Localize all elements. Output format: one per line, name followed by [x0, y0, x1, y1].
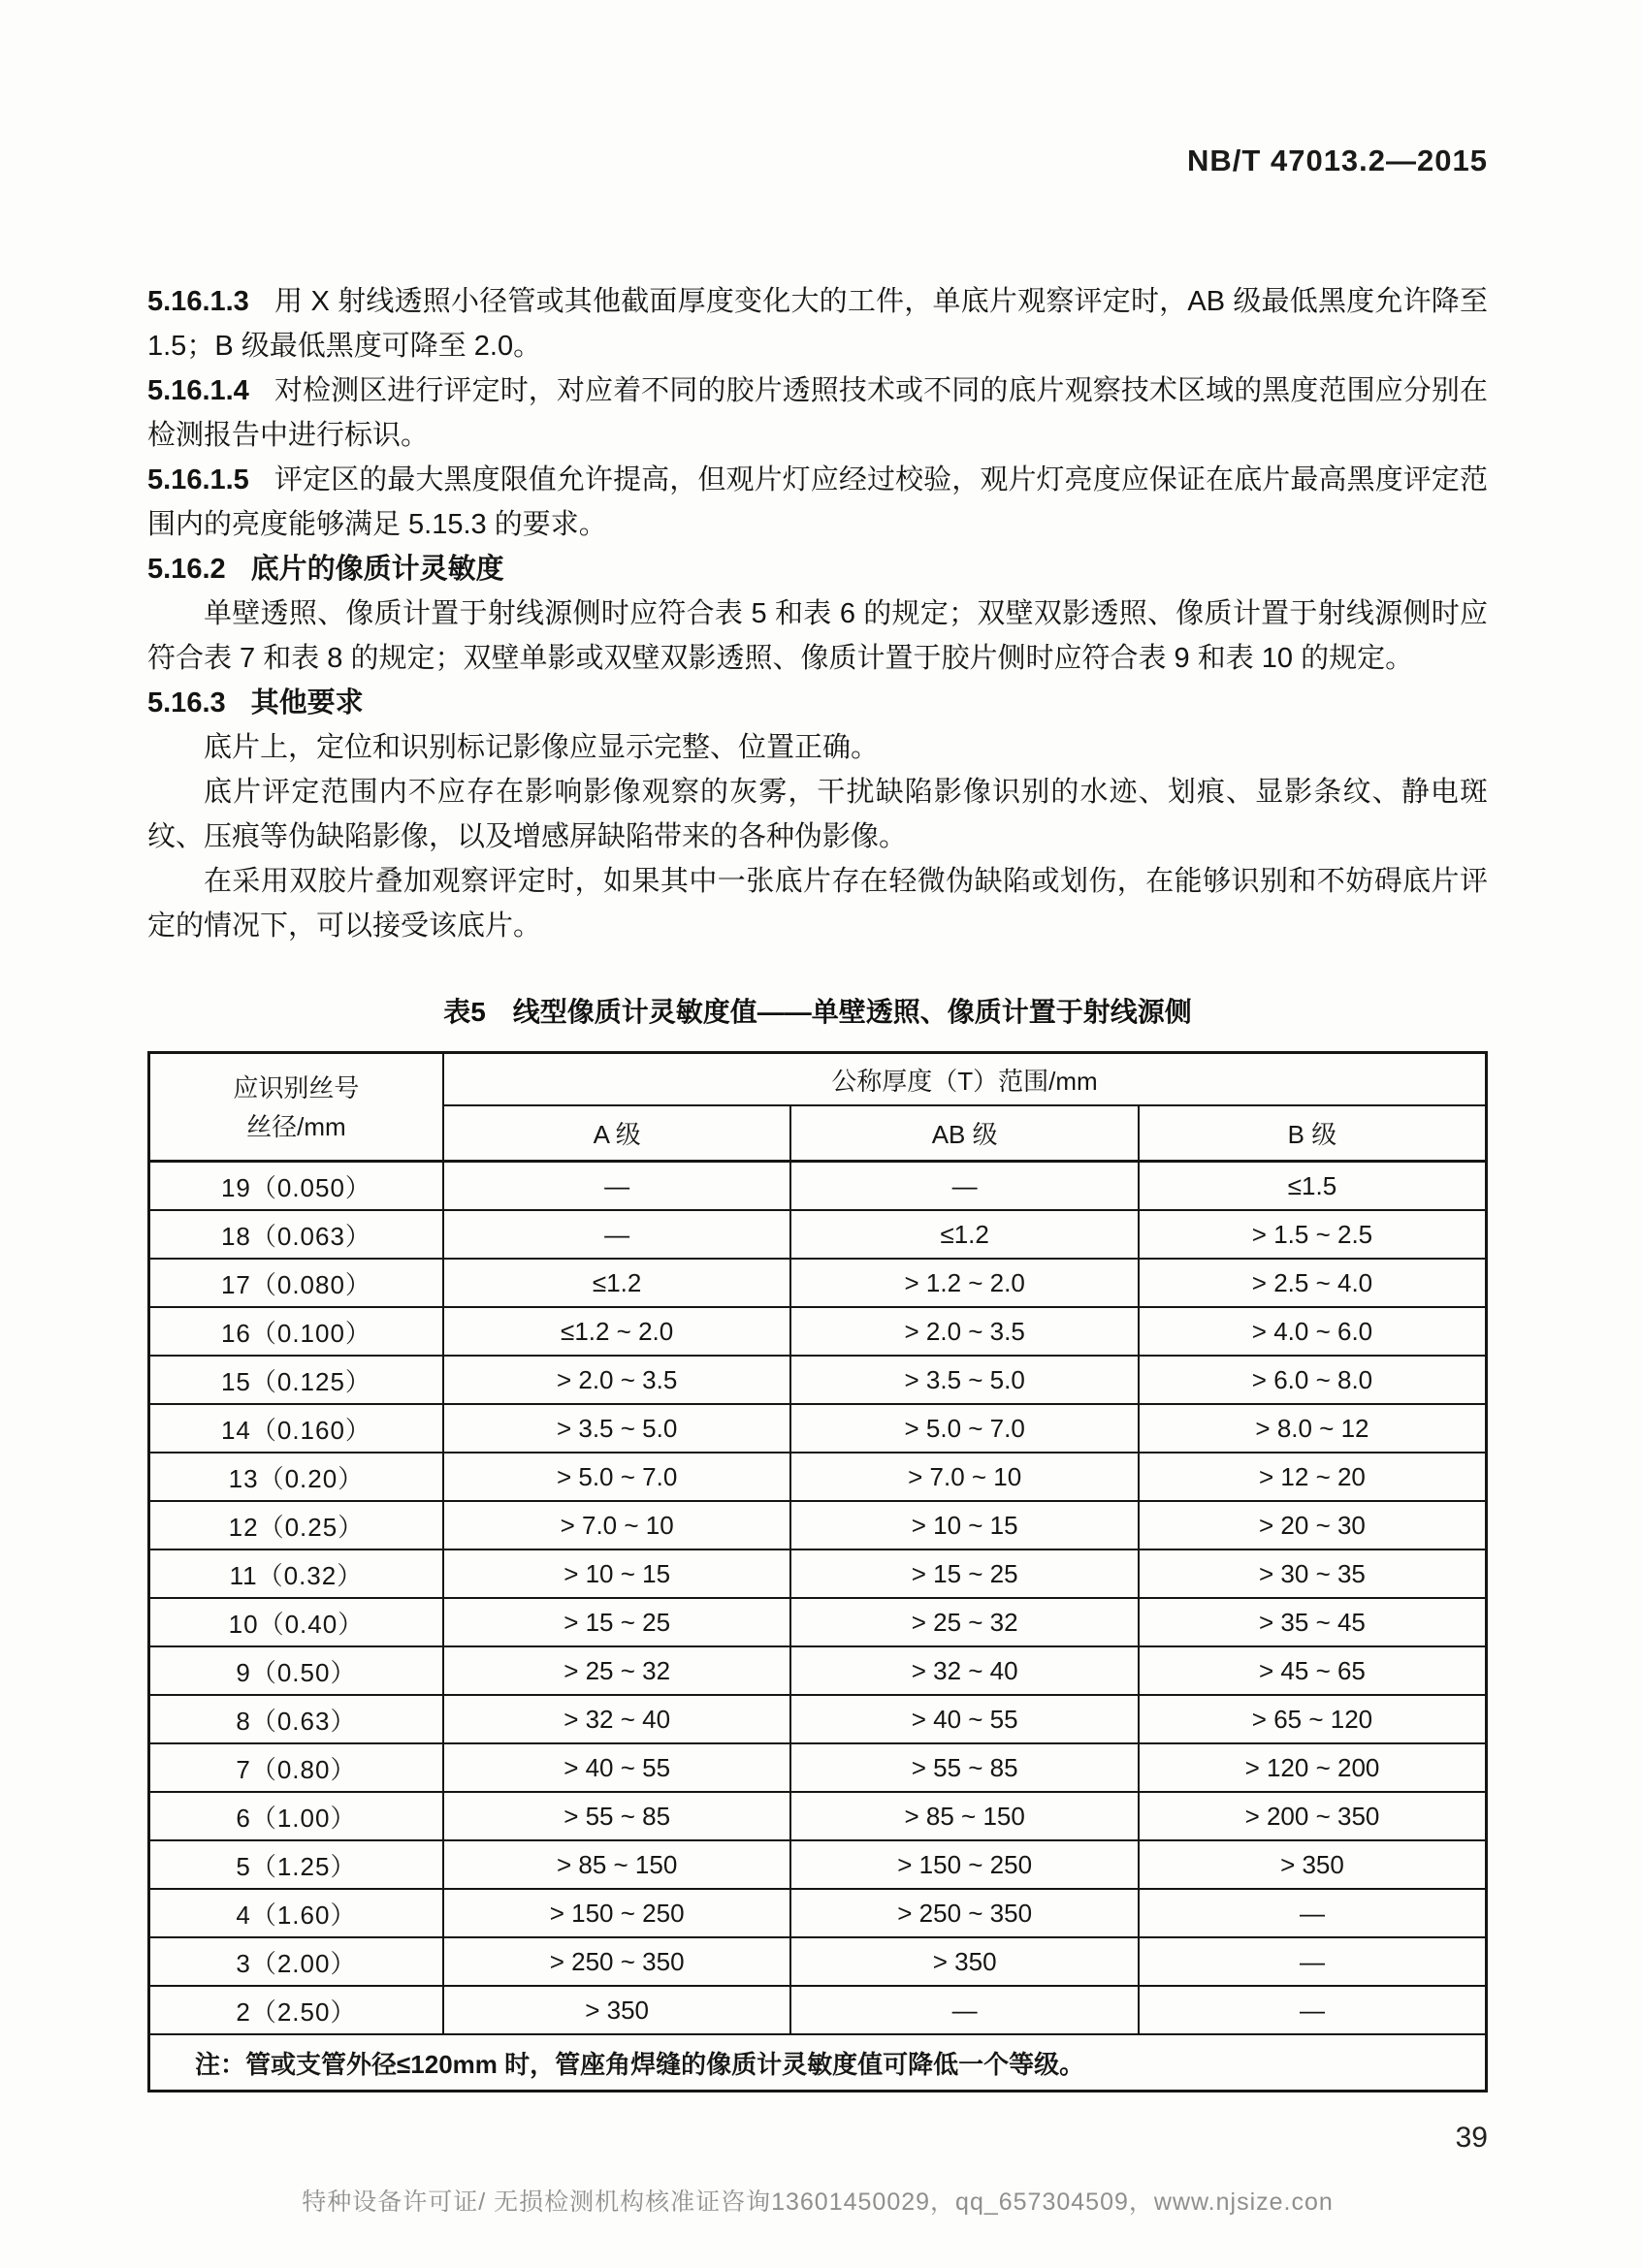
- header-nominal-thickness: 公称厚度（T）范围/mm: [443, 1053, 1487, 1106]
- clause-paragraph-5.16.3: [147, 681, 1488, 725]
- thickness-range-cell: > 55 ~ 85: [443, 1792, 791, 1840]
- thickness-range-cell: > 12 ~ 20: [1139, 1453, 1487, 1501]
- wire-number-cell: 14（0.160）: [149, 1404, 443, 1453]
- thickness-range-cell: —: [790, 1986, 1139, 2034]
- thickness-range-cell: > 150 ~ 250: [443, 1889, 791, 1937]
- thickness-range-cell: > 2.5 ~ 4.0: [1139, 1259, 1487, 1307]
- table-row: [149, 1259, 1487, 1307]
- thickness-range-cell: > 4.0 ~ 6.0: [1139, 1307, 1487, 1356]
- thickness-range-cell: > 1.2 ~ 2.0: [790, 1259, 1139, 1307]
- iqi-sensitivity-table: [147, 1051, 1488, 2092]
- clause-number: 5.16.1.3: [147, 286, 249, 317]
- thickness-range-cell: > 25 ~ 32: [790, 1598, 1139, 1646]
- page-number: 39: [1455, 2122, 1488, 2154]
- table-row: [149, 1549, 1487, 1598]
- table-row: [149, 1646, 1487, 1695]
- table-row: [149, 1453, 1487, 1501]
- thickness-range-cell: > 45 ~ 65: [1139, 1646, 1487, 1695]
- thickness-range-cell: > 2.0 ~ 3.5: [443, 1356, 791, 1404]
- wire-number-cell: 3（2.00）: [149, 1937, 443, 1986]
- paragraph-text: 评定区的最大黑度限值允许提高，但观片灯应经过校验，观片灯亮度应保证在底片最高黑度评定范围内的亮度能够满足 5.15.3 的要求。: [147, 464, 1488, 540]
- header-grade-b: B 级: [1139, 1105, 1487, 1162]
- wire-number-cell: 8（0.63）: [149, 1695, 443, 1743]
- thickness-range-cell: > 200 ~ 350: [1139, 1792, 1487, 1840]
- doc-number-header: NB/T 47013.2—2015: [1187, 144, 1488, 177]
- paragraph-text: 底片上，定位和识别标记影像应显示完整、位置正确。: [204, 732, 880, 763]
- paragraph-text: 在采用双胶片叠加观察评定时，如果其中一张底片存在轻微伪缺陷或划伤，在能够识别和不妨碍底片评定的情况下，可以接受该底片。: [147, 866, 1488, 942]
- table-row: [149, 1986, 1487, 2034]
- table-row: [149, 1792, 1487, 1840]
- wire-number-cell: 10（0.40）: [149, 1598, 443, 1646]
- wire-number-cell: 18（0.063）: [149, 1210, 443, 1259]
- thickness-range-cell: —: [443, 1210, 791, 1259]
- thickness-range-cell: > 15 ~ 25: [790, 1549, 1139, 1598]
- paragraph-text: 对检测区进行评定时，对应着不同的胶片透照技术或不同的底片观察技术区域的黑度范围应分别在检测报告中进行标识。: [147, 375, 1488, 451]
- thickness-range-cell: —: [790, 1162, 1139, 1211]
- clause-paragraph-5.16.1.4: [147, 368, 1488, 458]
- footer-watermark: 特种设备许可证/ 无损检测机构核准证咨询13601450029，qq_657304509，www.njsize.con: [302, 2188, 1334, 2216]
- clause-number: 5.16.3: [147, 687, 226, 719]
- thickness-range-cell: > 350: [1139, 1840, 1487, 1889]
- table-title: 表5 线型像质计灵敏度值——单壁透照、像质计置于射线源侧: [443, 997, 1192, 1027]
- thickness-range-cell: > 35 ~ 45: [1139, 1598, 1487, 1646]
- wire-number-cell: 6（1.00）: [149, 1792, 443, 1840]
- wire-number-cell: 4（1.60）: [149, 1889, 443, 1937]
- clause-number: 5.16.1.5: [147, 464, 249, 495]
- table-row: [149, 1695, 1487, 1743]
- thickness-range-cell: —: [1139, 1986, 1487, 2034]
- header-wire-number-line2: 丝径/mm: [246, 1111, 346, 1141]
- wire-number-cell: 15（0.125）: [149, 1356, 443, 1404]
- thickness-range-cell: > 1.5 ~ 2.5: [1139, 1210, 1487, 1259]
- thickness-range-cell: > 40 ~ 55: [790, 1695, 1139, 1743]
- table-row: [149, 1889, 1487, 1937]
- paragraph-text: 单壁透照、像质计置于射线源侧时应符合表 5 和表 6 的规定；双壁双影透照、像质计置于射线源侧时应符合表 7 和表 8 的规定；双壁单影或双壁双影透照、像质计置于胶片侧时应符合表 9 和表 10 的规定。: [147, 598, 1488, 674]
- thickness-range-cell: > 32 ~ 40: [790, 1646, 1139, 1695]
- wire-number-cell: 9（0.50）: [149, 1646, 443, 1695]
- table-row: [149, 1404, 1487, 1453]
- table-row: [149, 1937, 1487, 1986]
- wire-number-cell: 19（0.050）: [149, 1162, 443, 1211]
- thickness-range-cell: > 3.5 ~ 5.0: [443, 1404, 791, 1453]
- body-paragraph-4: [147, 591, 1488, 681]
- wire-number-cell: 12（0.25）: [149, 1501, 443, 1549]
- thickness-range-cell: > 3.5 ~ 5.0: [790, 1356, 1139, 1404]
- thickness-range-cell: > 350: [790, 1937, 1139, 1986]
- thickness-range-cell: —: [443, 1162, 791, 1211]
- thickness-range-cell: ≤1.5: [1139, 1162, 1487, 1211]
- thickness-range-cell: —: [1139, 1889, 1487, 1937]
- paragraph-text: 底片的像质计灵敏度: [250, 554, 504, 585]
- thickness-range-cell: ≤1.2: [443, 1259, 791, 1307]
- clause-paragraph-5.16.2: [147, 547, 1488, 591]
- thickness-range-cell: > 250 ~ 350: [443, 1937, 791, 1986]
- paragraph-text: 用 X 射线透照小径管或其他截面厚度变化大的工件，单底片观察评定时，AB 级最低黑度允许降至 1.5；B 级最低黑度可降至 2.0。: [147, 286, 1488, 362]
- table-row: [149, 1356, 1487, 1404]
- wire-number-cell: 17（0.080）: [149, 1259, 443, 1307]
- thickness-range-cell: > 150 ~ 250: [790, 1840, 1139, 1889]
- clause-number: 5.16.2: [147, 554, 226, 585]
- body-paragraph-7: [147, 770, 1488, 859]
- thickness-range-cell: > 65 ~ 120: [1139, 1695, 1487, 1743]
- body-paragraph-6: [147, 725, 1488, 770]
- table-row: [149, 1501, 1487, 1549]
- thickness-range-cell: —: [1139, 1937, 1487, 1986]
- thickness-range-cell: > 20 ~ 30: [1139, 1501, 1487, 1549]
- thickness-range-cell: ≤1.2: [790, 1210, 1139, 1259]
- thickness-range-cell: > 15 ~ 25: [443, 1598, 791, 1646]
- thickness-range-cell: > 55 ~ 85: [790, 1743, 1139, 1792]
- wire-number-cell: 2（2.50）: [149, 1986, 443, 2034]
- clause-number: 5.16.1.4: [147, 375, 249, 406]
- wire-number-cell: 16（0.100）: [149, 1307, 443, 1356]
- paragraph-text: 其他要求: [250, 687, 364, 719]
- wire-number-cell: 7（0.80）: [149, 1743, 443, 1792]
- header-grade-ab: AB 级: [790, 1105, 1139, 1162]
- thickness-range-cell: > 25 ~ 32: [443, 1646, 791, 1695]
- thickness-range-cell: > 85 ~ 150: [790, 1792, 1139, 1840]
- body-paragraph-8: [147, 859, 1488, 948]
- header-grade-a: A 级: [443, 1105, 791, 1162]
- thickness-range-cell: > 350: [443, 1986, 791, 2034]
- wire-number-cell: 5（1.25）: [149, 1840, 443, 1889]
- thickness-range-cell: > 30 ~ 35: [1139, 1549, 1487, 1598]
- thickness-range-cell: > 10 ~ 15: [790, 1501, 1139, 1549]
- paragraph-text: 底片评定范围内不应存在影响影像观察的灰雾，干扰缺陷影像识别的水迹、划痕、显影条纹、静电斑纹、压痕等伪缺陷影像，以及增感屏缺陷带来的各种伪影像。: [147, 777, 1488, 852]
- wire-number-cell: 13（0.20）: [149, 1453, 443, 1501]
- thickness-range-cell: > 8.0 ~ 12: [1139, 1404, 1487, 1453]
- thickness-range-cell: > 10 ~ 15: [443, 1549, 791, 1598]
- thickness-range-cell: > 5.0 ~ 7.0: [443, 1453, 791, 1501]
- thickness-range-cell: > 40 ~ 55: [443, 1743, 791, 1792]
- thickness-range-cell: ≤1.2 ~ 2.0: [443, 1307, 791, 1356]
- body-paragraphs: [147, 279, 1488, 948]
- thickness-range-cell: > 7.0 ~ 10: [443, 1501, 791, 1549]
- table-note: 注：管或支管外径≤120mm 时，管座角焊缝的像质计灵敏度值可降低一个等级。: [149, 2034, 1487, 2092]
- page-content: [147, 144, 1488, 2155]
- wire-number-cell: 11（0.32）: [149, 1549, 443, 1598]
- table-row: [149, 1743, 1487, 1792]
- thickness-range-cell: > 120 ~ 200: [1139, 1743, 1487, 1792]
- thickness-range-cell: > 7.0 ~ 10: [790, 1453, 1139, 1501]
- thickness-range-cell: > 250 ~ 350: [790, 1889, 1139, 1937]
- clause-paragraph-5.16.1.5: [147, 458, 1488, 547]
- thickness-range-cell: > 2.0 ~ 3.5: [790, 1307, 1139, 1356]
- header-wire-number-line1: 应识别丝号: [233, 1072, 360, 1102]
- thickness-range-cell: > 32 ~ 40: [443, 1695, 791, 1743]
- table-row: [149, 1840, 1487, 1889]
- header-wire-number: [149, 1053, 443, 1162]
- table-row: [149, 1162, 1487, 1211]
- thickness-range-cell: > 6.0 ~ 8.0: [1139, 1356, 1487, 1404]
- table-row: [149, 1598, 1487, 1646]
- clause-paragraph-5.16.1.3: [147, 279, 1488, 368]
- thickness-range-cell: > 85 ~ 150: [443, 1840, 791, 1889]
- table-row: [149, 1307, 1487, 1356]
- table-row: [149, 1210, 1487, 1259]
- thickness-range-cell: > 5.0 ~ 7.0: [790, 1404, 1139, 1453]
